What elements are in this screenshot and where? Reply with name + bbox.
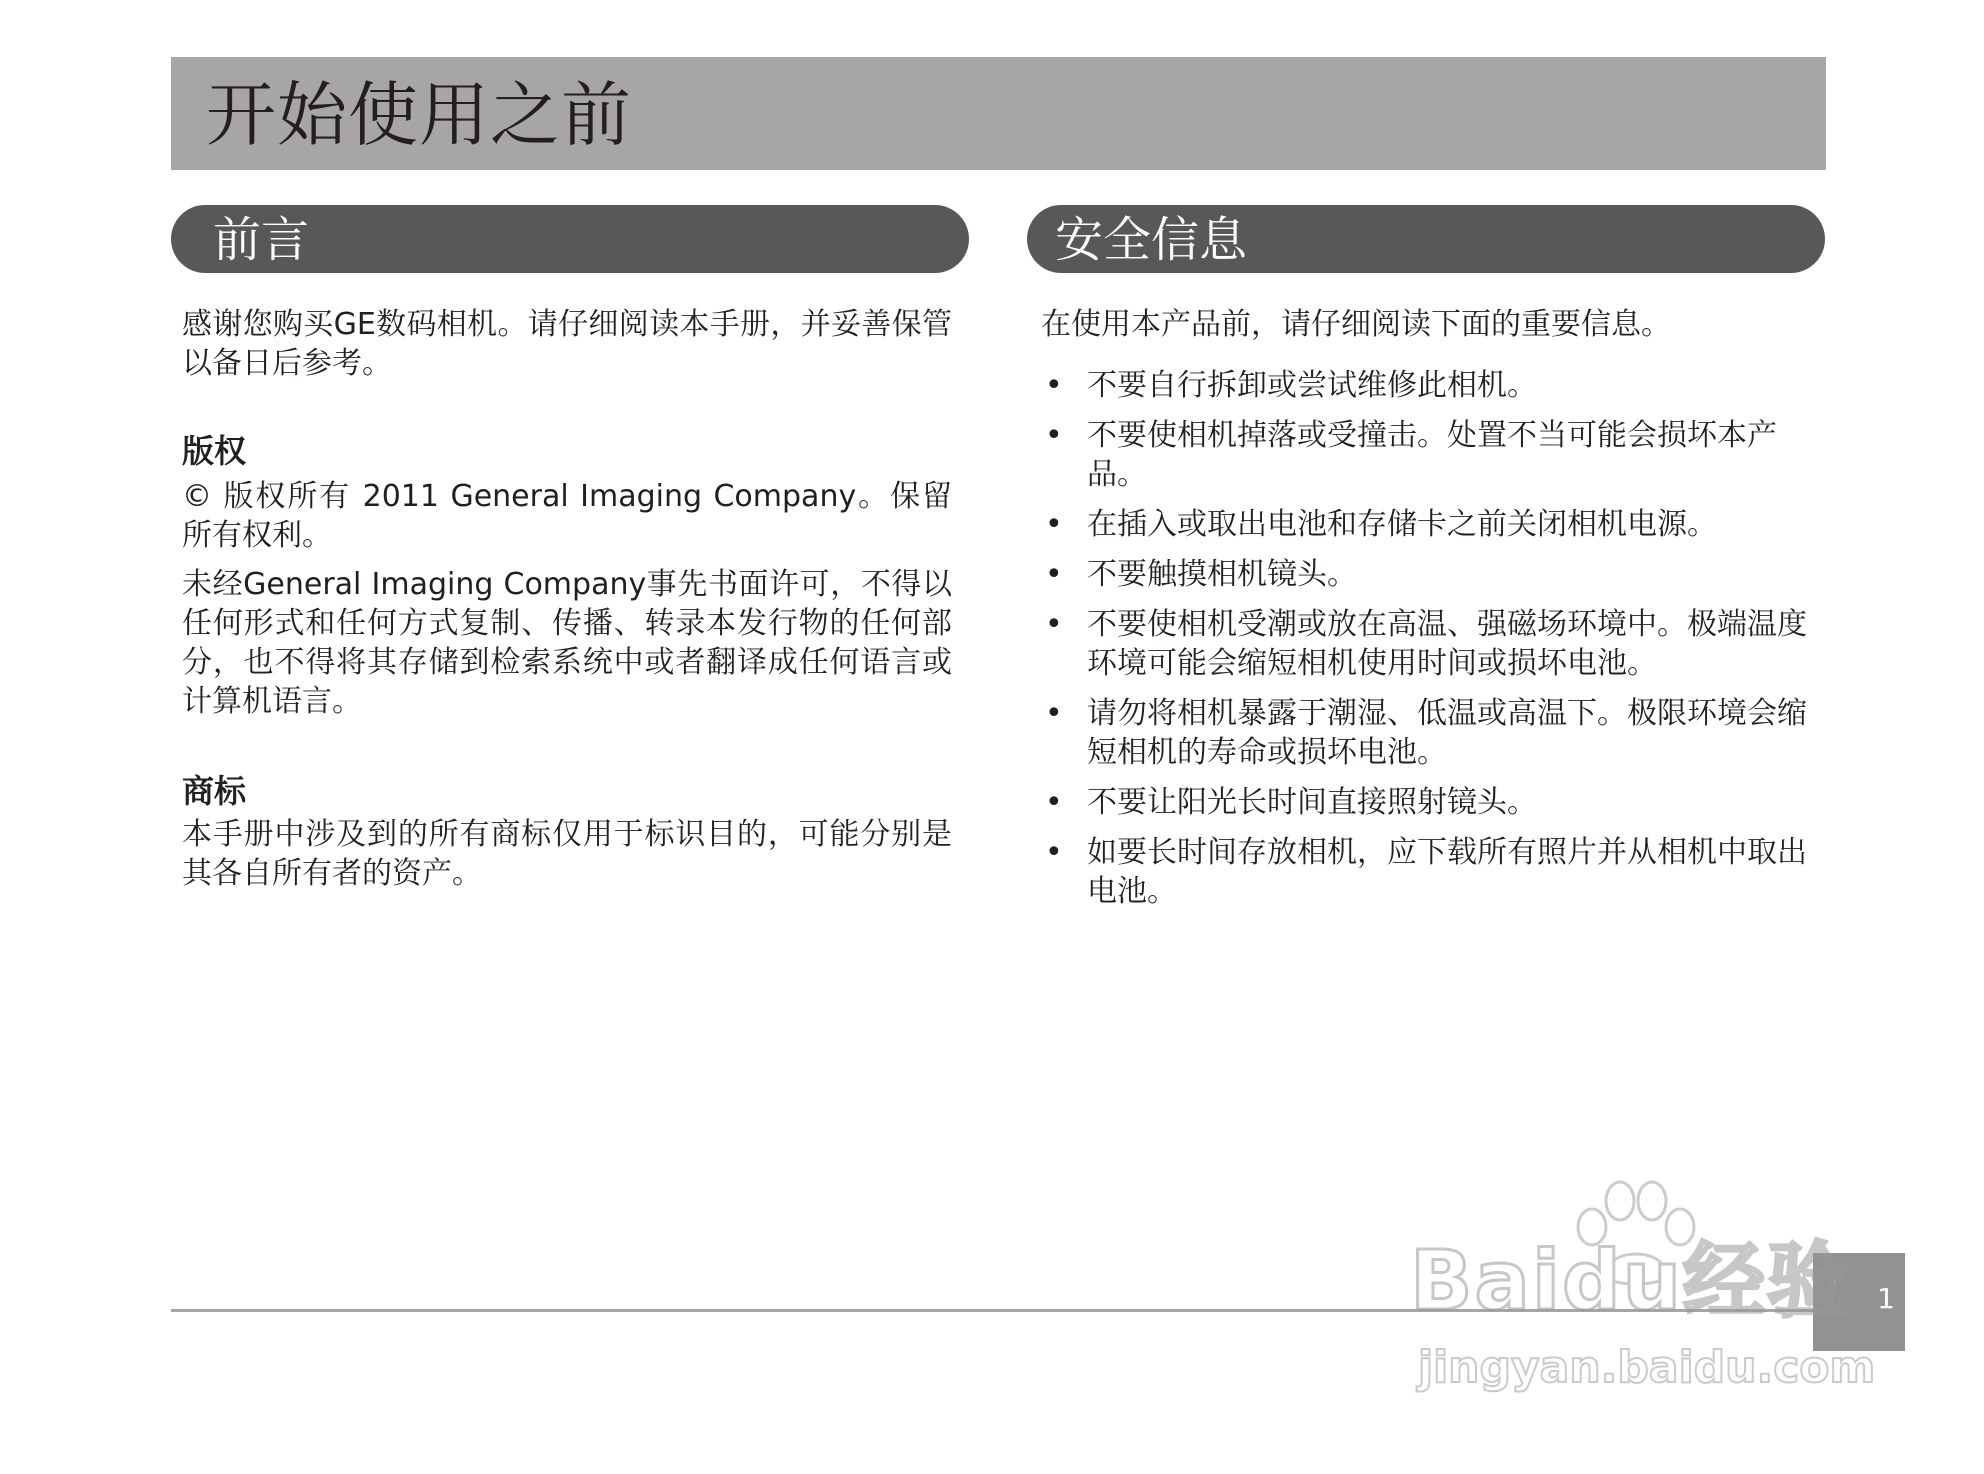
- safety-item-text: 不要使相机掉落或受撞击。处置不当可能会损坏本产品。: [1087, 418, 1777, 492]
- preface-intro: 感谢您购买GE数码相机。请仔细阅读本手册，并妥善保管以备日后参考。: [182, 307, 952, 381]
- safety-item: [1041, 833, 1811, 911]
- safety-item: [1041, 555, 1811, 594]
- safety-item-text: 在插入或取出电池和存储卡之前关闭相机电源。: [1087, 507, 1717, 542]
- trademark-heading: 商标: [182, 772, 247, 810]
- bullet-icon: •: [1045, 696, 1063, 731]
- section-heading-preface: 前言: [213, 212, 310, 268]
- page-number: 1: [1877, 1282, 1895, 1315]
- left-column: [182, 305, 952, 893]
- safety-item: [1041, 605, 1811, 683]
- page-title: 开始使用之前: [206, 74, 632, 156]
- copyright-notice: © 版权所有 2011 General Imaging Company。保留所有权利。: [182, 479, 952, 553]
- watermark-logo-text: Baidu经验: [1410, 1234, 1852, 1329]
- safety-item-text: 不要使相机受潮或放在高温、强磁场环境中。极端温度环境可能会缩短相机使用时间或损坏电池。: [1087, 607, 1807, 681]
- bullet-icon: •: [1045, 785, 1063, 820]
- safety-item-text: 请勿将相机暴露于潮湿、低温或高温下。极限环境会缩短相机的寿命或损坏电池。: [1087, 696, 1807, 770]
- bullet-icon: •: [1045, 418, 1063, 453]
- title-bar: [171, 57, 1826, 170]
- trademark-text: 本手册中涉及到的所有商标仅用于标识目的，可能分别是其各自所有者的资产。: [182, 817, 952, 891]
- section-header-safety: [1027, 205, 1825, 273]
- safety-intro: 在使用本产品前，请仔细阅读下面的重要信息。: [1041, 307, 1671, 342]
- safety-item-text: 如要长时间存放相机，应下载所有照片并从相机中取出电池。: [1087, 835, 1807, 909]
- copyright-terms: 未经General Imaging Company事先书面许可，不得以任何形式和任何方式复制、传播、转录本发行物的任何部分，也不得将其存储到检索系统中或者翻译成任何语言或计算机语言。: [182, 567, 952, 719]
- safety-item: [1041, 505, 1811, 544]
- bullet-icon: •: [1045, 557, 1063, 592]
- safety-item: [1041, 694, 1811, 772]
- watermark-url: jingyan.baidu.com: [1418, 1342, 1876, 1393]
- section-heading-safety: 安全信息: [1055, 212, 1248, 268]
- safety-item-text: 不要自行拆卸或尝试维修此相机。: [1087, 368, 1537, 403]
- bullet-icon: •: [1045, 607, 1063, 642]
- bullet-icon: •: [1045, 368, 1063, 403]
- bullet-icon: •: [1045, 507, 1063, 542]
- copyright-heading: 版权: [182, 432, 247, 470]
- right-column: [1041, 305, 1811, 922]
- baidu-watermark: [1410, 1175, 1880, 1415]
- bullet-icon: •: [1045, 835, 1063, 870]
- section-header-preface: [171, 205, 969, 273]
- safety-list: [1041, 366, 1811, 911]
- safety-item-text: 不要让阳光长时间直接照射镜头。: [1087, 785, 1537, 820]
- safety-item: [1041, 783, 1811, 822]
- safety-item: [1041, 366, 1811, 405]
- safety-item-text: 不要触摸相机镜头。: [1087, 557, 1357, 592]
- safety-item: [1041, 416, 1811, 494]
